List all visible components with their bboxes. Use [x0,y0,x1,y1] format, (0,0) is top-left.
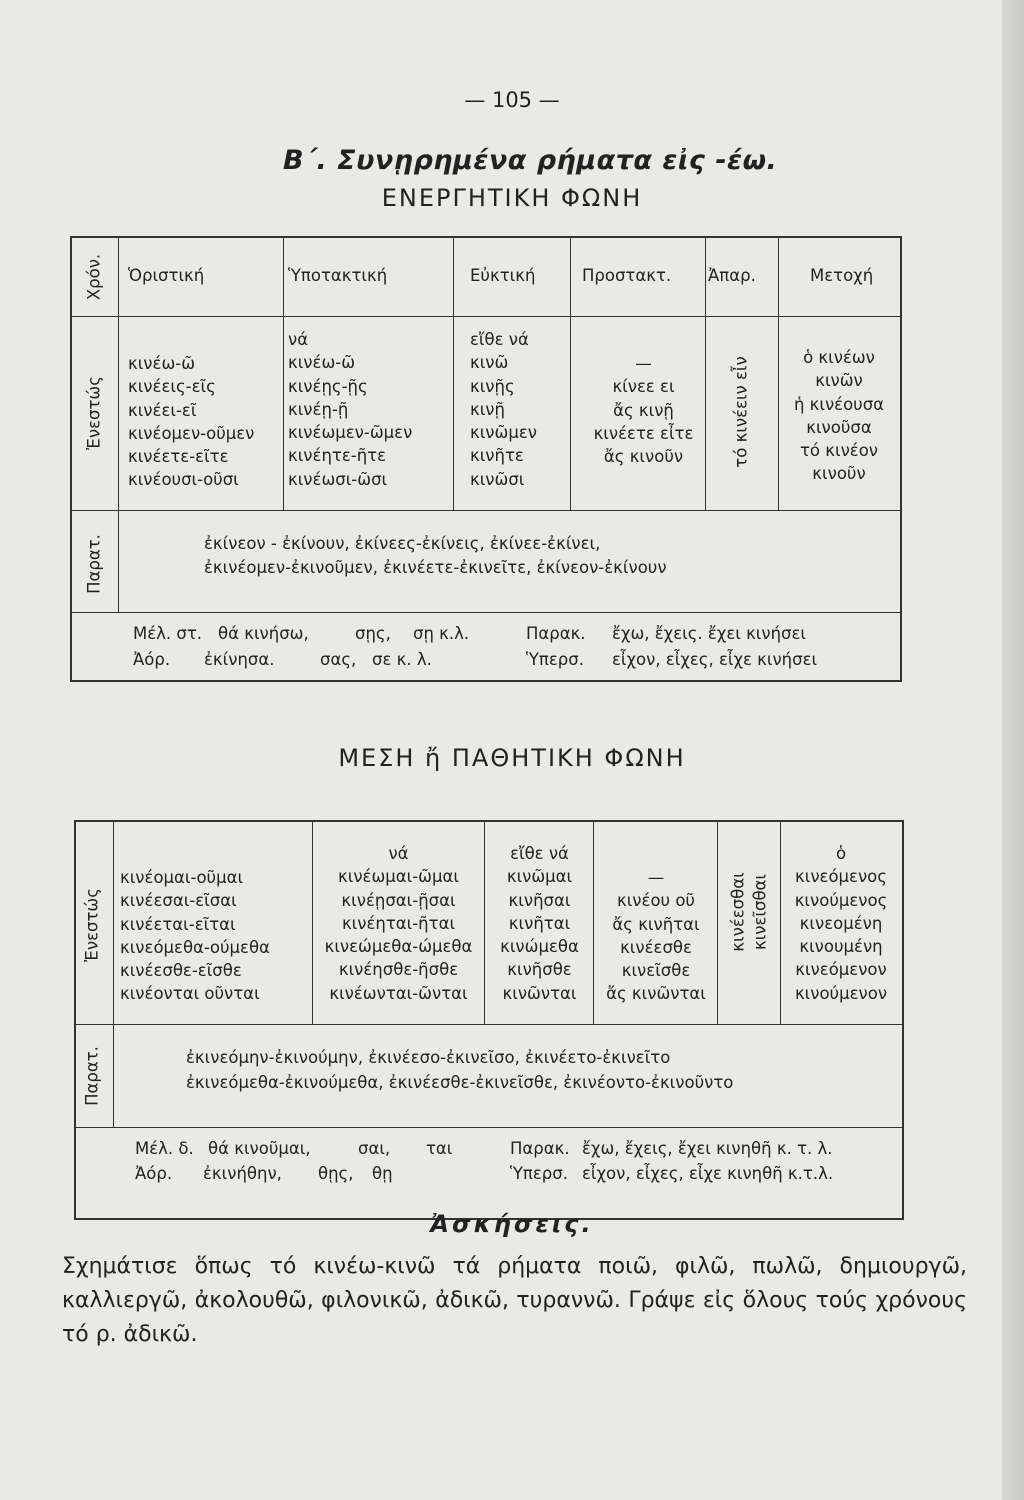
middle-pluperfect-label: Ὑπερσ. [510,1164,568,1183]
active-present-subjunctive: νά κινέω-ῶ κινέῃς-ῇς κινέῃ-ῇ κινέωμεν-ῶμεν κινέητε-ῆτε κινέωσι-ῶσι [288,330,413,489]
middle-present-imperative: — κινέου οῦ ἄς κινῆται κινέεσθε κινεῖσθε ἄς κινῶνται [606,868,706,1004]
middle-imperfect-line2: ἐκινεόμεθα-ἐκινούμεθα, ἐκινέεσθε-ἐκινεῖσθε, ἐκινέοντο-ἐκινοῦντο [186,1073,734,1092]
active-aorist: ἐκίνησα. [204,650,275,669]
middle-imperfect-line1: ἐκινεόμην-ἐκινούμην, ἐκινέεσο-ἐκινεῖσο, ἐκινέετο-ἐκινεῖτο [186,1048,671,1067]
active-future-end2: σῃ κ.λ. [413,624,470,643]
middle-aorist-end2: θῃ [372,1164,393,1183]
row-label-present: Ἐνεστώς [84,376,104,450]
middle-voice-title: ΜΕΣΗ ἤ ΠΑΘΗΤΙΚΗ ΦΩΝΗ [338,744,686,772]
row-label-imperfect: Παρατ. [84,534,104,594]
active-perfect: ἔχω, ἔχεις. ἔχει κινήσει [612,624,807,643]
exercises-text: Σχημάτισε ὅπως τό κινέω-κινῶ τά ρήματα ποιῶ, φιλῶ, πωλῶ, δημιουργῶ, καλλιεργῶ, ἀκολουθῶ, φιλονικῶ, ἀδικῶ, τυραννῶ. Γράψε εἰς ὅλους τούς χρόνους τό ρ. ἀδικῶ. [62,1254,967,1347]
header-imperative: Προστακτ. [582,266,672,285]
middle-perfect-label: Παρακ. [510,1139,570,1158]
exercises-title: Ἀσκήσεις. [430,1210,594,1238]
middle-present-infinitive-1: κινέεσθαι [728,872,748,952]
middle-aorist: ἐκινήθην, [203,1164,282,1183]
middle-aorist-end1: θῃς, [318,1164,354,1183]
middle-present-optative: εἴθε νά κινῶμαι κινῆσαι κινῆται κινώμεθα κινῆσθε κινῶνται [500,844,579,1003]
active-present-infinitive: τό κινέειν εἶν [731,356,751,468]
active-future-end1: σῃς, [355,624,391,643]
active-perfect-label: Παρακ. [526,624,586,643]
page-number: — 105 — [464,88,560,112]
active-present-optative: εἴθε νά κινῶ κινῇς κινῇ κινῶμεν κινῆτε κινῶσι [470,330,537,489]
active-pluperfect-label: Ὑπερσ. [526,650,584,669]
middle-perfect: ἔχω, ἔχεις, ἔχει κινηθῆ κ. τ. λ. [582,1139,833,1158]
active-present-participle: ὁ κινέων κινῶν ἡ κινέουσα κινοῦσα τό κινέον κινοῦν [793,348,885,484]
active-future-label: Μέλ. στ. [133,624,203,643]
header-indicative: Ὁριστική [128,266,205,285]
header-tense: Χρόν. [84,253,104,301]
middle-row-label-imperfect: Παρατ. [82,1046,102,1106]
middle-present-infinitive-2: κινεῖσθαι [750,873,770,951]
middle-present-participle: ὁ κινεόμενος κινούμενος κινεομένη κινουμένη κινεόμενον κινούμενον [794,844,888,1003]
active-present-imperative: — κίνεε ει ἄς κινῇ κινέετε εἶτε ἄς κινοῦν [593,354,694,467]
active-pluperfect: εἶχον, εἶχες, εἶχε κινήσει [612,650,818,669]
header-participle: Μετοχή [810,266,874,285]
active-aorist-label: Ἀόρ. [133,650,171,669]
active-future: θά κινήσω, [218,624,309,643]
active-imperfect-line1: ἐκίνεον - ἐκίνουν, ἐκίνεες-ἐκίνεις, ἐκίνεε-ἐκίνει, [204,534,601,553]
section-heading: Β΄. Συνῃρημένα ρήματα εἰς -έω. [283,145,778,176]
middle-pluperfect: εἶχον, εἶχες, εἶχε κινηθῆ κ.τ.λ. [582,1164,834,1183]
active-imperfect-line2: ἐκινέομεν-ἐκινοῦμεν, ἐκινέετε-ἐκινεῖτε, ἐκίνεον-ἐκίνουν [204,558,667,577]
active-aorist-end2: σε κ. λ. [372,650,432,669]
header-infinitive: Ἀπαρ. [708,266,756,285]
active-voice-title: ΕΝΕΡΓΗΤΙΚΗ ΦΩΝΗ [381,184,643,212]
middle-future-end1: σαι, [358,1139,391,1158]
header-optative: Εὐκτική [470,266,536,285]
middle-present-indicative: κινέομαι-οῦμαι κινέεσαι-εῖσαι κινέεται-εῖται κινεόμεθα-ούμεθα κινέεσθε-εῖσθε κινέονται οῦνται [120,868,270,1004]
active-present-indicative: κινέω-ῶ κινέεις-εῖς κινέει-εῖ κινέομεν-οῦμεν κινέετε-εῖτε κινέουσι-οῦσι [128,354,255,490]
middle-aorist-label: Ἀόρ. [135,1164,173,1183]
middle-future-label: Μέλ. δ. [135,1139,194,1158]
middle-present-subjunctive: νά κινέωμαι-ῶμαι κινέῃσαι-ῇσαι κινέηται-ῆται κινεώμεθα-ώμεθα κινέησθε-ῆσθε κινέωνται-ῶνται [324,844,473,1003]
active-aorist-end1: σας, [320,650,357,669]
middle-future: θά κινοῦμαι, [208,1139,311,1158]
middle-row-label-present: Ἐνεστώς [82,888,102,962]
header-subjunctive: Ὑποτακτική [288,266,388,285]
middle-future-end2: ται [426,1139,453,1158]
